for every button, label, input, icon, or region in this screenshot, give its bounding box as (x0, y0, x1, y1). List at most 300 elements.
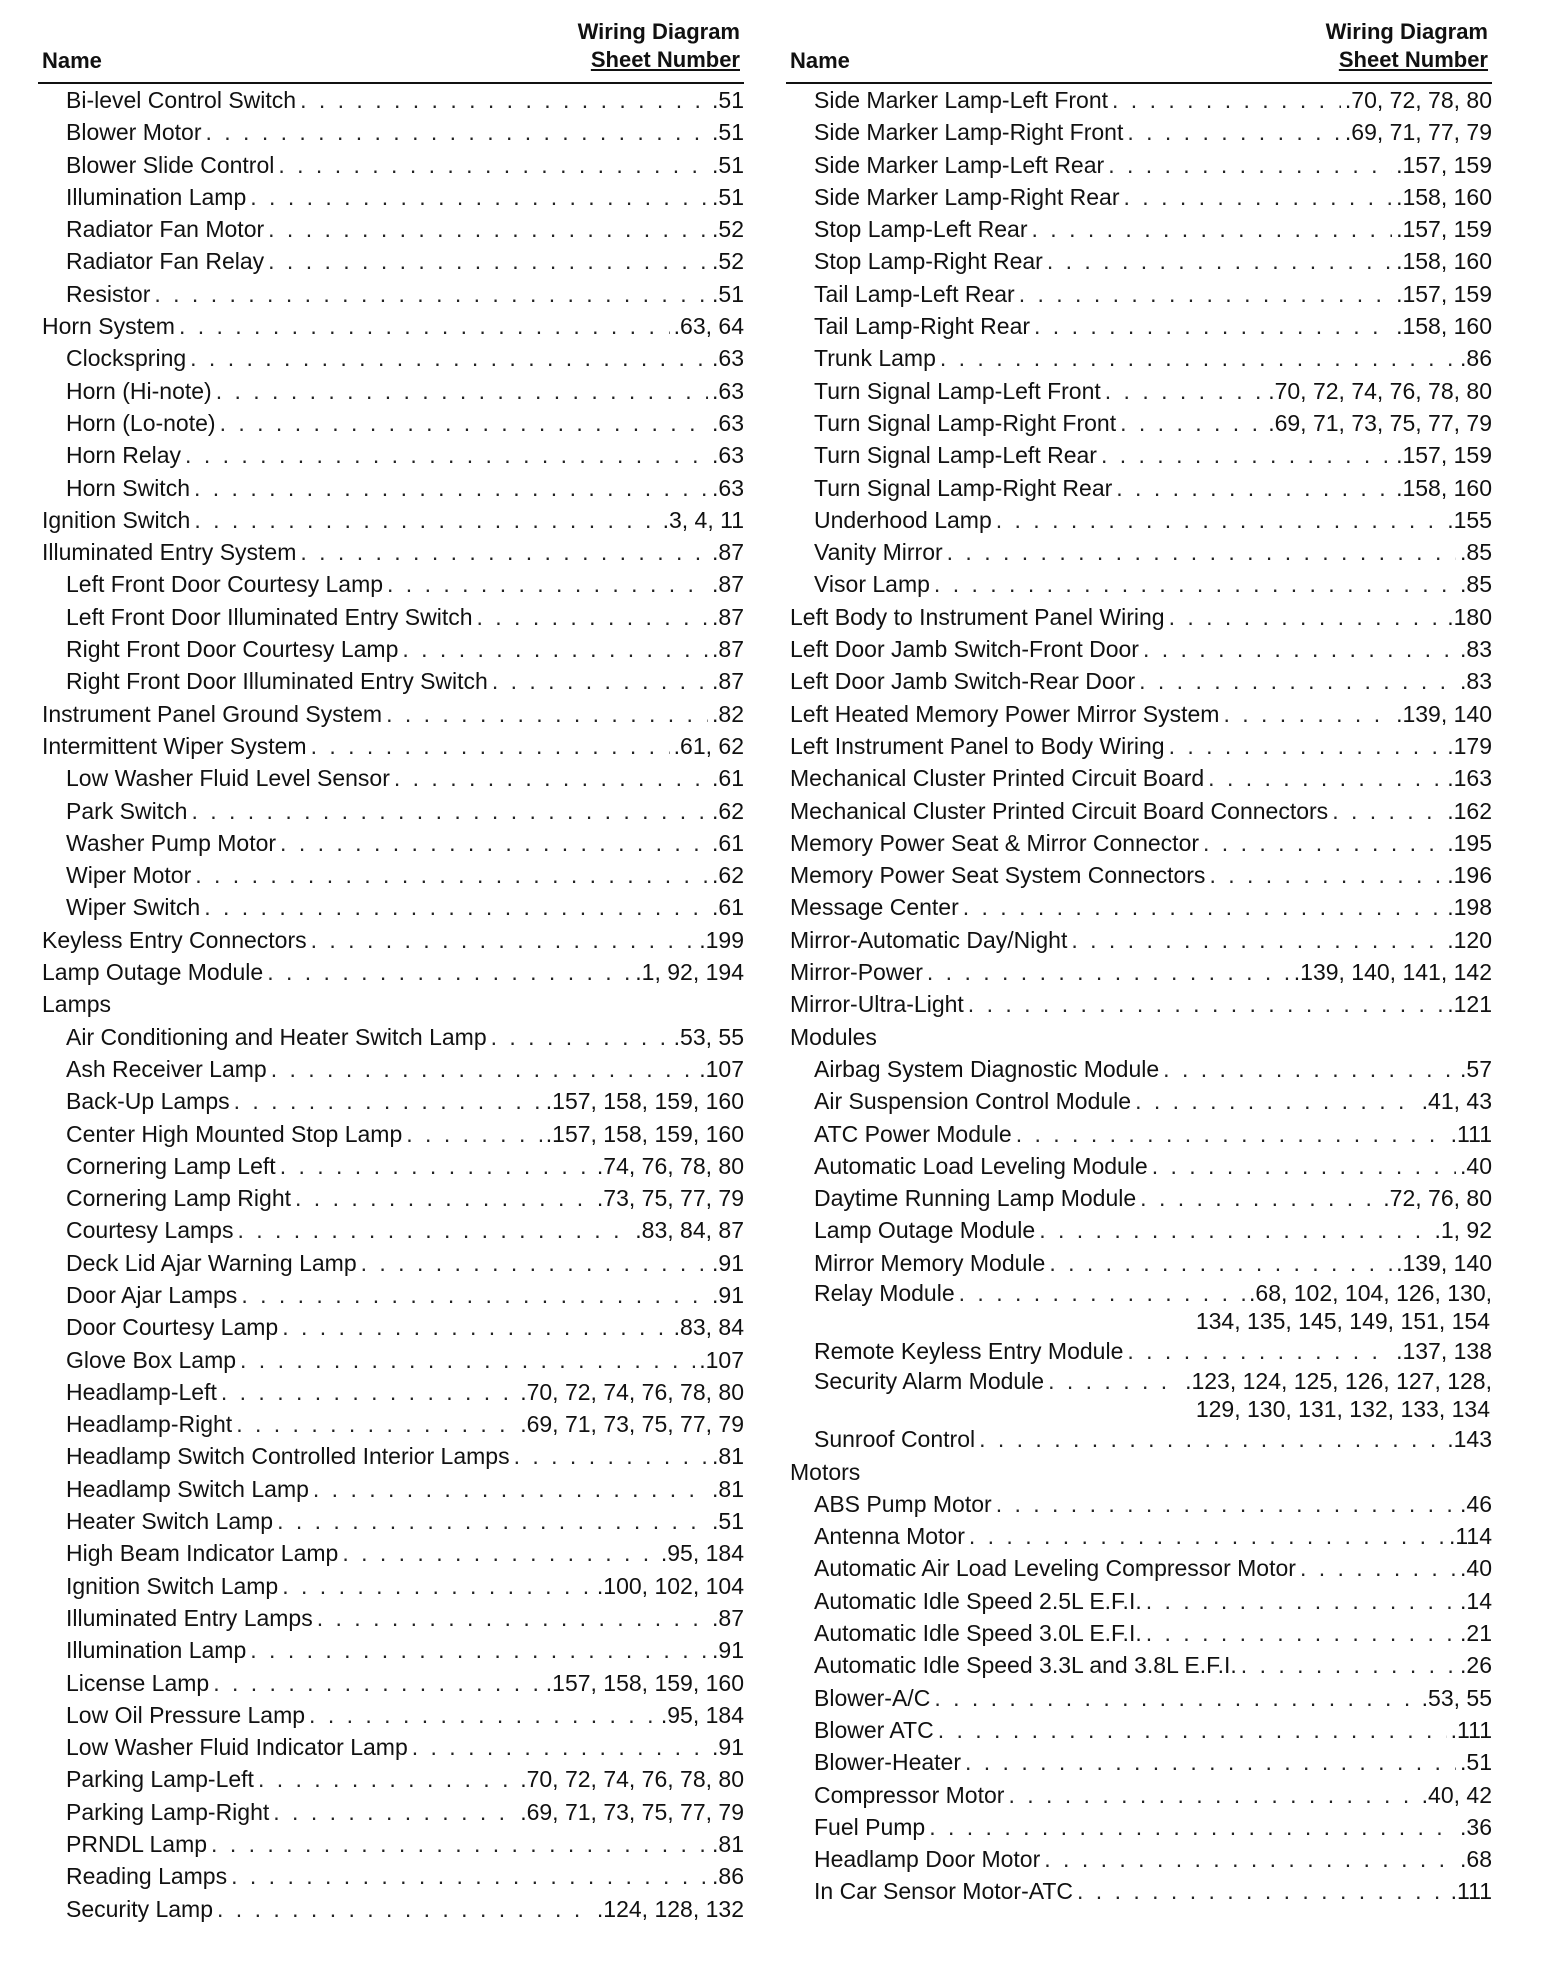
dot-leader (1120, 407, 1264, 439)
index-entry (786, 116, 1492, 148)
entry-sheet-number: .91 (712, 1637, 744, 1664)
dot-leader (1127, 116, 1341, 148)
entry-name: Left Heated Memory Power Mirror System (790, 700, 1220, 727)
entry-sheet-number: .139, 140 (1396, 1249, 1492, 1276)
dot-leader (1169, 601, 1444, 633)
left-column-header (38, 12, 744, 82)
entry-name: Blower Slide Control (66, 151, 275, 178)
entry-name: Tail Lamp-Right Rear (814, 313, 1031, 340)
index-entry (38, 1118, 744, 1150)
entry-name: Blower-A/C (814, 1684, 931, 1711)
entry-name: Ignition Switch Lamp (66, 1572, 279, 1599)
dot-leader (1108, 149, 1392, 181)
entry-sheet-number: .51 (712, 151, 744, 178)
index-entry (38, 245, 744, 277)
dot-leader (280, 1150, 593, 1182)
index-entry (786, 1423, 1492, 1455)
entry-sheet-number: .51 (712, 119, 744, 146)
entry-sheet-number: .158, 160 (1396, 313, 1492, 340)
entry-sheet-number: .83, 84, 87 (635, 1217, 744, 1244)
entry-name: Air Suspension Control Module (814, 1088, 1132, 1115)
entry-name: Radiator Fan Motor (66, 216, 265, 243)
index-entry (786, 601, 1492, 633)
dot-leader (402, 633, 708, 665)
index-entry (786, 1085, 1492, 1117)
entry-sheet-number: .91 (712, 1281, 744, 1308)
index-entry (38, 665, 744, 697)
dot-leader (1300, 1552, 1456, 1584)
entry-sheet-number: .87 (712, 539, 744, 566)
entry-sheet-number: .70, 72, 74, 76, 78, 80 (520, 1766, 744, 1793)
dot-leader (295, 1182, 593, 1214)
index-entry (38, 956, 744, 988)
entry-sheet-number: .121 (1447, 991, 1492, 1018)
entry-name: Heater Switch Lamp (66, 1508, 274, 1535)
index-entry (786, 439, 1492, 471)
dot-leader (938, 1714, 1447, 1746)
entry-sheet-number: .123, 124, 125, 126, 127, 128, (1185, 1368, 1492, 1395)
dot-leader (969, 1520, 1445, 1552)
entry-sheet-number: .63 (712, 345, 744, 372)
entry-sheet-number: .137, 138 (1396, 1337, 1492, 1364)
entry-sheet-number: .69, 71, 73, 75, 77, 79 (520, 1798, 744, 1825)
entry-name: Reading Lamps (66, 1863, 228, 1890)
dot-leader (240, 1344, 695, 1376)
entry-sheet-number: .40 (1460, 1152, 1492, 1179)
dot-leader (1143, 633, 1456, 665)
index-entry (38, 504, 744, 536)
dot-leader (1124, 181, 1393, 213)
index-entry (786, 1585, 1492, 1617)
entry-sheet-number: .83 (1460, 636, 1492, 663)
index-entry (38, 1279, 744, 1311)
entry-name: Modules (790, 1023, 877, 1050)
entry-sheet-number-continued: 134, 135, 145, 149, 151, 154 (1195, 1307, 1490, 1334)
entry-sheet-number: .86 (712, 1863, 744, 1890)
entry-name: Wiper Motor (66, 862, 192, 889)
entry-name: Intermittent Wiper System (42, 732, 307, 759)
index-entry (38, 1182, 744, 1214)
entry-name: Turn Signal Lamp-Right Rear (814, 474, 1113, 501)
entry-sheet-number: .91 (712, 1249, 744, 1276)
dot-leader (220, 407, 708, 439)
entry-sheet-number: .111 (1450, 1878, 1492, 1905)
index-entry (38, 827, 744, 859)
entry-sheet-number: .62 (712, 862, 744, 889)
entry-sheet-number: .70, 72, 78, 80 (1344, 87, 1492, 113)
dot-leader (406, 1118, 542, 1150)
entry-sheet-number: .3, 4, 11 (662, 506, 744, 533)
entry-name: Security Lamp (66, 1895, 214, 1922)
index-entry (38, 439, 744, 471)
entry-sheet-number: .63 (712, 377, 744, 404)
index-entry (38, 1214, 744, 1246)
dot-leader (1139, 665, 1456, 697)
index-entry (786, 1843, 1492, 1875)
entry-name: PRNDL Lamp (66, 1831, 208, 1858)
index-entry (38, 1473, 744, 1505)
entry-name: Low Washer Fluid Level Sensor (66, 765, 390, 792)
entry-sheet-number: .36 (1460, 1813, 1492, 1840)
entry-sheet-number: .87 (712, 668, 744, 695)
entry-name: Blower-Heater (814, 1749, 961, 1776)
entry-sheet-number: .14 (1460, 1587, 1492, 1614)
index-entry (38, 1860, 744, 1892)
dot-leader (237, 1214, 631, 1246)
entry-sheet-number: .63 (712, 442, 744, 469)
dot-leader (313, 1473, 708, 1505)
right-entry-list (786, 84, 1492, 1908)
entry-sheet-number: .107 (699, 1346, 744, 1373)
dot-leader (216, 375, 708, 407)
dot-leader (190, 342, 708, 374)
entry-sheet-number: .53, 55 (1421, 1684, 1492, 1711)
entry-name: Daytime Running Lamp Module (814, 1185, 1137, 1212)
entry-name: Mirror Memory Module (814, 1249, 1046, 1276)
dot-leader (929, 1811, 1456, 1843)
entry-sheet-number: .87 (712, 1604, 744, 1631)
entry-name: Blower ATC (814, 1716, 934, 1743)
entry-name: Washer Pump Motor (66, 829, 277, 856)
dot-leader (268, 213, 708, 245)
index-entry (786, 1279, 1492, 1307)
dot-leader (221, 1376, 516, 1408)
index-entry (38, 1796, 744, 1828)
index-entry (786, 1367, 1492, 1395)
sheet-heading-line-1: Wiring Diagram (1325, 19, 1488, 44)
entry-sheet-number: .157, 158, 159, 160 (545, 1120, 744, 1147)
dot-leader (1049, 1247, 1392, 1279)
entry-name: Tail Lamp-Left Rear (814, 280, 1015, 307)
entry-name: Headlamp Switch Controlled Interior Lamps (66, 1443, 510, 1470)
entry-name: Left Body to Instrument Panel Wiring (790, 603, 1165, 630)
entry-sheet-number-continued: 129, 130, 131, 132, 133, 134 (1195, 1396, 1490, 1423)
index-entry (38, 472, 744, 504)
index-entry (38, 116, 744, 148)
dot-leader (268, 245, 708, 277)
index-entry (786, 1779, 1492, 1811)
entry-name: Deck Lid Ajar Warning Lamp (66, 1249, 357, 1276)
dot-leader (1071, 924, 1443, 956)
entry-name: Turn Signal Lamp-Right Front (814, 409, 1117, 436)
entry-name: Center High Mounted Stop Lamp (66, 1120, 403, 1147)
entry-name: Horn (Hi-note) (66, 377, 212, 404)
entry-name: Remote Keyless Entry Module (814, 1337, 1124, 1364)
entry-name: Side Marker Lamp-Left Front (814, 87, 1109, 113)
index-entry (786, 1053, 1492, 1085)
dot-leader (412, 1731, 708, 1763)
entry-sheet-number: .158, 160 (1396, 248, 1492, 275)
dot-leader (979, 1423, 1443, 1455)
dot-leader (492, 665, 708, 697)
entry-sheet-number: .68 (1460, 1846, 1492, 1873)
entry-name: Door Courtesy Lamp (66, 1314, 279, 1341)
entry-sheet-number: .70, 72, 74, 76, 78, 80 (520, 1378, 744, 1405)
dot-leader (1039, 1214, 1430, 1246)
index-entry (786, 1552, 1492, 1584)
dot-leader (258, 1763, 516, 1795)
entry-name: Automatic Idle Speed 3.0L E.F.I. (814, 1620, 1142, 1647)
entry-sheet-number: .63 (712, 409, 744, 436)
dot-leader (211, 1828, 708, 1860)
entry-sheet-number: .70, 72, 74, 76, 78, 80 (1268, 377, 1492, 404)
dot-leader (959, 1279, 1245, 1307)
dot-leader (1209, 859, 1443, 891)
dot-leader (1016, 1118, 1447, 1150)
dot-leader (1152, 1150, 1456, 1182)
index-entry (38, 1408, 744, 1440)
dot-leader (963, 891, 1443, 923)
dot-leader (194, 504, 658, 536)
index-entry (786, 1150, 1492, 1182)
entry-sheet-number: .61 (712, 765, 744, 792)
entry-sheet-number: .63 (712, 474, 744, 501)
dot-leader (205, 116, 708, 148)
entry-name: Compressor Motor (814, 1781, 1005, 1808)
dot-leader (1127, 1335, 1392, 1367)
entry-name: Automatic Idle Speed 2.5L E.F.I. (814, 1587, 1142, 1614)
dot-leader (1008, 1779, 1417, 1811)
entry-name: Turn Signal Lamp-Left Rear (814, 442, 1097, 469)
index-entry (786, 1214, 1492, 1246)
index-entry (786, 342, 1492, 374)
entry-sheet-number: .74, 76, 78, 80 (596, 1152, 744, 1179)
entry-sheet-number: .83 (1460, 668, 1492, 695)
entry-name: Mirror-Ultra-Light (790, 991, 964, 1018)
entry-name: Lamp Outage Module (814, 1217, 1036, 1244)
entry-name: Lamp Outage Module (42, 959, 264, 986)
index-entry (786, 698, 1492, 730)
dot-leader (342, 1537, 657, 1569)
entry-name: Horn Switch (66, 474, 190, 501)
index-entry (38, 1085, 744, 1117)
entry-sheet-number: .162 (1447, 797, 1492, 824)
dot-leader (311, 730, 670, 762)
entry-name: Left Instrument Panel to Body Wiring (790, 732, 1165, 759)
dot-leader (185, 439, 708, 471)
index-entry (38, 213, 744, 245)
entry-sheet-number: .52 (712, 216, 744, 243)
entry-name: Automatic Load Leveling Module (814, 1152, 1148, 1179)
entry-sheet-number: .26 (1460, 1652, 1492, 1679)
entry-sheet-number: .199 (699, 926, 744, 953)
entry-name: Low Oil Pressure Lamp (66, 1701, 306, 1728)
index-entry (38, 1311, 744, 1343)
dot-leader (300, 84, 708, 116)
entry-sheet-number: .157, 159 (1396, 280, 1492, 307)
entry-name: Instrument Panel Ground System (42, 700, 383, 727)
index-entry (38, 375, 744, 407)
entry-name: Back-Up Lamps (66, 1088, 230, 1115)
entry-name: Low Washer Fluid Indicator Lamp (66, 1734, 408, 1761)
dot-leader (947, 536, 1456, 568)
entry-name: Resistor (66, 280, 151, 307)
entry-sheet-number: .124, 128, 132 (596, 1895, 744, 1922)
index-entry (786, 795, 1492, 827)
entry-sheet-number: .1, 92 (1434, 1217, 1492, 1244)
entry-name: Fuel Pump (814, 1813, 926, 1840)
index-entry (786, 1875, 1492, 1907)
index-entry (38, 1440, 744, 1472)
index-entry (38, 1634, 744, 1666)
index-entry (38, 1731, 744, 1763)
dot-leader (213, 1667, 542, 1699)
entry-sheet-number: .83, 84 (673, 1314, 744, 1341)
index-entry (38, 407, 744, 439)
index-entry (38, 698, 744, 730)
sheet-number-heading (578, 18, 740, 74)
entry-sheet-number: .53, 55 (673, 1023, 744, 1050)
index-entry (786, 1520, 1492, 1552)
dot-leader (234, 1085, 542, 1117)
entry-name: Air Conditioning and Heater Switch Lamp (66, 1023, 487, 1050)
index-entry (786, 956, 1492, 988)
index-entry (38, 859, 744, 891)
index-entry (786, 924, 1492, 956)
dot-leader (217, 1893, 593, 1925)
entry-name: Headlamp-Right (66, 1411, 233, 1438)
dot-leader (1077, 1875, 1447, 1907)
entry-name: Sunroof Control (814, 1426, 976, 1453)
entry-sheet-number: .179 (1447, 732, 1492, 759)
index-entry (786, 1811, 1492, 1843)
entry-name: Radiator Fan Relay (66, 248, 265, 275)
index-entry (38, 84, 744, 116)
entry-sheet-number: .73, 75, 77, 79 (596, 1185, 744, 1212)
dot-leader (282, 1311, 669, 1343)
dot-leader (1048, 1367, 1181, 1395)
dot-leader (491, 1021, 670, 1053)
entry-name: High Beam Indicator Lamp (66, 1540, 339, 1567)
entry-sheet-number: .180 (1447, 603, 1492, 630)
entry-name: Motors (790, 1458, 861, 1485)
dot-leader (309, 1699, 657, 1731)
entry-sheet-number: .91 (712, 1734, 744, 1761)
index-entry (38, 1828, 744, 1860)
index-entry (786, 827, 1492, 859)
index-entry (786, 1021, 1492, 1053)
entry-name: Trunk Lamp (814, 345, 936, 372)
index-entry (38, 1570, 744, 1602)
dot-leader (1163, 1053, 1456, 1085)
index-entry (38, 730, 744, 762)
index-entry (38, 536, 744, 568)
dot-leader (934, 1682, 1417, 1714)
dot-leader (311, 924, 696, 956)
entry-sheet-number: .143 (1447, 1426, 1492, 1453)
index-entry (786, 1118, 1492, 1150)
index-entry (38, 988, 744, 1020)
index-entry (786, 245, 1492, 277)
dot-leader (514, 1440, 708, 1472)
dot-leader (267, 956, 631, 988)
dot-leader (361, 1247, 708, 1279)
dot-leader (1019, 278, 1392, 310)
entry-sheet-number: .69, 71, 73, 75, 77, 79 (520, 1411, 744, 1438)
entry-sheet-number: .158, 160 (1396, 183, 1492, 210)
index-entry (786, 84, 1492, 116)
index-entry (786, 1682, 1492, 1714)
entry-name: Mirror-Power (790, 959, 923, 986)
dot-leader (241, 1279, 708, 1311)
name-heading: Name (790, 48, 850, 73)
entry-name: Cornering Lamp Left (66, 1152, 276, 1179)
dot-leader (1241, 1649, 1456, 1681)
entry-sheet-number: .86 (1460, 345, 1492, 372)
entry-sheet-number: .69, 71, 73, 75, 77, 79 (1268, 409, 1492, 436)
index-entry (786, 278, 1492, 310)
index-entry (786, 504, 1492, 536)
entry-name: Ash Receiver Lamp (66, 1055, 267, 1082)
dot-leader (1047, 245, 1392, 277)
entry-name: Mechanical Cluster Printed Circuit Board Connectors (790, 797, 1329, 824)
entry-name: Horn (Lo-note) (66, 409, 216, 436)
dot-leader (1146, 1585, 1456, 1617)
entry-name: ATC Power Module (814, 1120, 1012, 1147)
index-entry (38, 1602, 744, 1634)
entry-sheet-number: .51 (1460, 1749, 1492, 1776)
index-entry (786, 1456, 1492, 1488)
entry-name: Airbag System Diagnostic Module (814, 1055, 1160, 1082)
entry-sheet-number: .61 (712, 829, 744, 856)
index-entry (786, 1649, 1492, 1681)
index-entry (786, 1617, 1492, 1649)
entry-sheet-number: .87 (712, 603, 744, 630)
dot-leader (1140, 1182, 1379, 1214)
entry-sheet-number: .155 (1447, 506, 1492, 533)
entry-sheet-number: .62 (712, 797, 744, 824)
dot-leader (1332, 795, 1443, 827)
dot-leader (1146, 1617, 1456, 1649)
entry-sheet-number: .196 (1447, 862, 1492, 889)
index-entry (786, 1488, 1492, 1520)
index-entry (38, 601, 744, 633)
entry-sheet-number: .41, 43 (1421, 1088, 1492, 1115)
entry-name: Headlamp-Left (66, 1378, 217, 1405)
entry-name: Left Front Door Illuminated Entry Switch (66, 603, 473, 630)
entry-sheet-number: .68, 102, 104, 126, 130, (1249, 1279, 1492, 1306)
entry-sheet-number: .157, 159 (1396, 151, 1492, 178)
dot-leader (968, 988, 1443, 1020)
index-entry (786, 310, 1492, 342)
entry-name: Automatic Air Load Leveling Compressor Motor (814, 1555, 1296, 1582)
dot-leader (317, 1602, 708, 1634)
entry-name: Memory Power Seat System Connectors (790, 862, 1206, 889)
dot-leader (273, 1796, 516, 1828)
index-entry (38, 1667, 744, 1699)
entry-sheet-number: .72, 76, 80 (1383, 1185, 1492, 1212)
dot-leader (231, 1860, 708, 1892)
entry-name: Glove Box Lamp (66, 1346, 237, 1373)
index-entry (786, 1335, 1492, 1367)
entry-name: Illumination Lamp (66, 183, 247, 210)
entry-sheet-number: .157, 158, 159, 160 (545, 1088, 744, 1115)
dot-leader (194, 472, 708, 504)
entry-sheet-number: .69, 71, 77, 79 (1344, 119, 1492, 146)
index-entry (786, 1714, 1492, 1746)
entry-name: Stop Lamp-Right Rear (814, 248, 1043, 275)
entry-sheet-number: .51 (712, 1508, 744, 1535)
entry-sheet-number: .158, 160 (1396, 474, 1492, 501)
entry-sheet-number: .157, 159 (1396, 442, 1492, 469)
index-entry (38, 278, 744, 310)
dot-leader (996, 1488, 1456, 1520)
entry-sheet-number: .81 (712, 1443, 744, 1470)
entry-sheet-number: .163 (1447, 765, 1492, 792)
index-entry (38, 568, 744, 600)
entry-name: Wiper Switch (66, 894, 201, 921)
index-entry (38, 762, 744, 794)
